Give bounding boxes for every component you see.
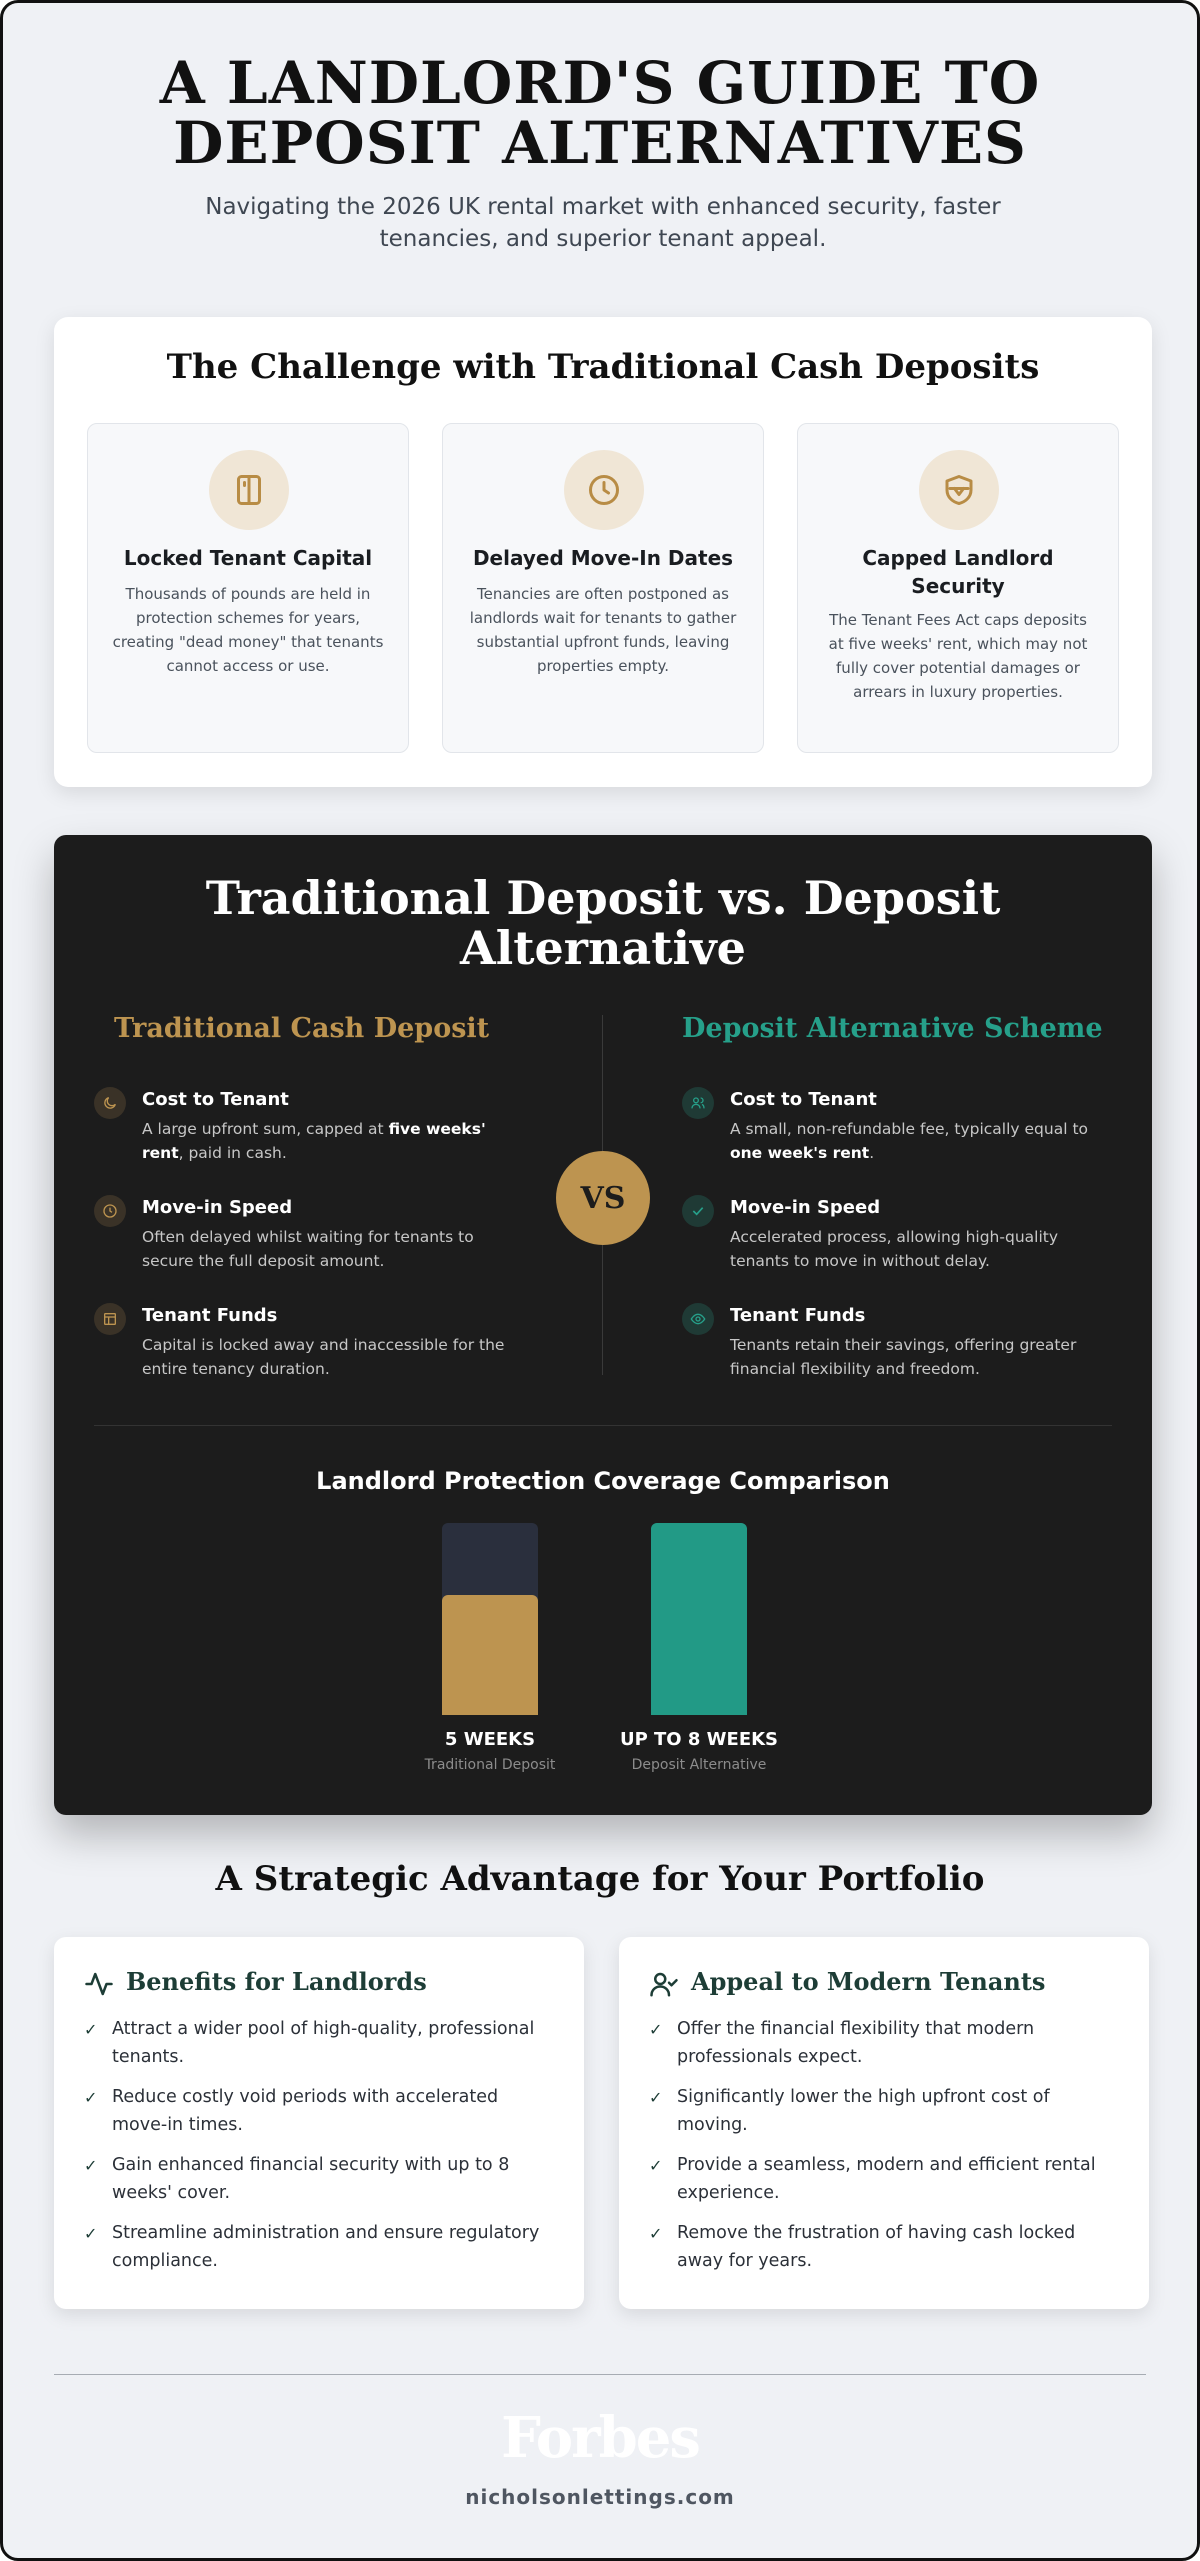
page-subtitle: Navigating the 2026 UK rental market with enhanced security, faster tenancies, and superior tenant appeal. — [205, 194, 1001, 252]
check-icon: ✓ — [649, 2088, 663, 2107]
page-title-line-1: A LANDLORD'S GUIDE TO — [159, 49, 1041, 117]
comparison-title-line-2: Alternative — [460, 921, 746, 975]
alternative-column-title: Deposit Alternative Scheme — [682, 1013, 1103, 1044]
check-icon: ✓ — [649, 2020, 663, 2039]
challenge-item-locked-capital — [87, 423, 409, 753]
traditional-column-title: Traditional Cash Deposit — [114, 1013, 490, 1044]
user-check-icon — [649, 1969, 679, 1999]
landlord-benefits-card — [54, 1937, 584, 2309]
check-icon: ✓ — [649, 2156, 663, 2175]
list-item-text: Reduce costly void periods with accelerated move-in times. — [112, 2087, 499, 2135]
feature-text-part: . — [869, 1144, 875, 1162]
challenge-title: The Challenge with Traditional Cash Deposits — [166, 347, 1040, 387]
vs-badge: VS — [556, 1151, 650, 1245]
moon-icon — [94, 1087, 126, 1119]
challenge-text: Tenancies are often postponed as landlords wait for tenants to gather substantial upfront funds, leaving properties empty. — [469, 585, 737, 675]
feature-heading: Tenant Funds — [142, 1305, 278, 1326]
strategic-title: A Strategic Advantage for Your Portfolio — [215, 1859, 985, 1899]
challenge-heading: Locked Tenant Capital — [123, 546, 373, 570]
list-item-text: Attract a wider pool of high-quality, professional tenants. — [112, 2019, 535, 2067]
list-item — [649, 2151, 1121, 2207]
comparison-title-line-1: Traditional Deposit vs. Deposit — [205, 871, 1001, 925]
list-item — [84, 2083, 556, 2139]
feature-heading: Tenant Funds — [730, 1305, 866, 1326]
feature-text-bold: one week's rent — [730, 1144, 870, 1162]
list-item — [84, 2219, 556, 2275]
comparison-panel — [54, 835, 1152, 1815]
page-title-line-2: DEPOSIT ALTERNATIVES — [173, 109, 1027, 177]
comparison-title — [54, 873, 1152, 973]
challenge-heading: Capped Landlord Security — [862, 546, 1054, 598]
challenge-heading: Delayed Move-In Dates — [472, 546, 734, 570]
clock-icon — [94, 1195, 126, 1227]
feature-text: Often delayed whilst waiting for tenants to secure the full deposit amount. — [142, 1228, 474, 1270]
challenge-text: Thousands of pounds are held in protection schemes for years, creating "dead money" that tenants cannot access or use. — [112, 585, 384, 675]
list-item-text: Provide a seamless, modern and efficient rental experience. — [677, 2155, 1096, 2203]
wallet-icon — [209, 450, 289, 530]
feature-text-part: A small, non-refundable fee, typically equal to — [730, 1120, 1089, 1138]
list-item-text: Offer the financial flexibility that modern professionals expect. — [677, 2019, 1035, 2067]
landlord-benefits-heading: Benefits for Landlords — [126, 1967, 427, 1996]
feature-text — [730, 1117, 1110, 1165]
footer-divider — [54, 2374, 1146, 2375]
feature-text-bold: five weeks' rent — [142, 1120, 486, 1162]
check-icon: ✓ — [84, 2020, 98, 2039]
challenge-item-capped-security — [797, 423, 1119, 753]
challenge-card — [54, 317, 1152, 787]
list-item-text: Streamline administration and ensure regulatory compliance. — [112, 2223, 540, 2271]
clock-icon — [564, 450, 644, 530]
list-item — [84, 2015, 556, 2071]
users-icon — [682, 1087, 714, 1119]
layout-icon — [94, 1303, 126, 1335]
list-item — [649, 2219, 1121, 2275]
feature-text: Tenants retain their savings, offering greater financial flexibility and freedom. — [730, 1336, 1077, 1378]
shield-icon — [919, 450, 999, 530]
challenge-text: The Tenant Fees Act caps deposits at five weeks' rent, which may not fully cover potential damages or arrears in luxury properties. — [828, 611, 1088, 701]
feature-text: Capital is locked away and inaccessible for the entire tenancy duration. — [142, 1336, 505, 1378]
list-item — [649, 2015, 1121, 2071]
coverage-bar-label: 5 WEEKS — [444, 1729, 536, 1750]
list-item — [84, 2151, 556, 2207]
feature-heading: Move-in Speed — [142, 1197, 293, 1218]
site-link[interactable]: nicholsonlettings.com — [465, 2485, 735, 2509]
coverage-bar-traditional — [442, 1595, 538, 1715]
list-item-text: Gain enhanced financial security with up to 8 weeks' cover. — [112, 2155, 510, 2203]
feature-text-part: A large upfront sum, capped at — [142, 1120, 389, 1138]
eye-icon — [682, 1303, 714, 1335]
feature-text: Accelerated process, allowing high-quality tenants to move in without delay. — [730, 1228, 1058, 1270]
forbes-logo: Forbes — [501, 2405, 699, 2471]
feature-heading: Move-in Speed — [730, 1197, 881, 1218]
pulse-icon — [84, 1969, 114, 1999]
challenge-item-delayed-move-in — [442, 423, 764, 753]
check-icon: ✓ — [84, 2224, 98, 2243]
list-item — [649, 2083, 1121, 2139]
feature-text — [142, 1117, 522, 1165]
tenant-appeal-heading: Appeal to Modern Tenants — [691, 1967, 1046, 1996]
coverage-title: Landlord Protection Coverage Comparison — [316, 1467, 890, 1495]
feature-text-part: , paid in cash. — [178, 1144, 287, 1162]
coverage-bar-sublabel: Deposit Alternative — [631, 1757, 767, 1773]
feature-heading: Cost to Tenant — [730, 1089, 877, 1110]
check-icon: ✓ — [649, 2224, 663, 2243]
list-item-text: Remove the frustration of having cash locked away for years. — [677, 2223, 1076, 2271]
coverage-bar-alternative — [651, 1523, 747, 1715]
section-divider — [94, 1425, 1112, 1426]
coverage-bar-label: UP TO 8 WEEKS — [619, 1729, 779, 1750]
check-icon: ✓ — [84, 2156, 98, 2175]
feature-heading: Cost to Tenant — [142, 1089, 289, 1110]
page-title — [3, 49, 1197, 177]
list-item-text: Significantly lower the high upfront cost of moving. — [677, 2087, 1050, 2135]
coverage-bar-sublabel: Traditional Deposit — [424, 1757, 556, 1773]
tenant-appeal-list — [649, 2015, 1121, 2287]
check-icon — [682, 1195, 714, 1227]
tenant-appeal-card — [619, 1937, 1149, 2309]
check-icon: ✓ — [84, 2088, 98, 2107]
landlord-benefits-list — [84, 2015, 556, 2287]
